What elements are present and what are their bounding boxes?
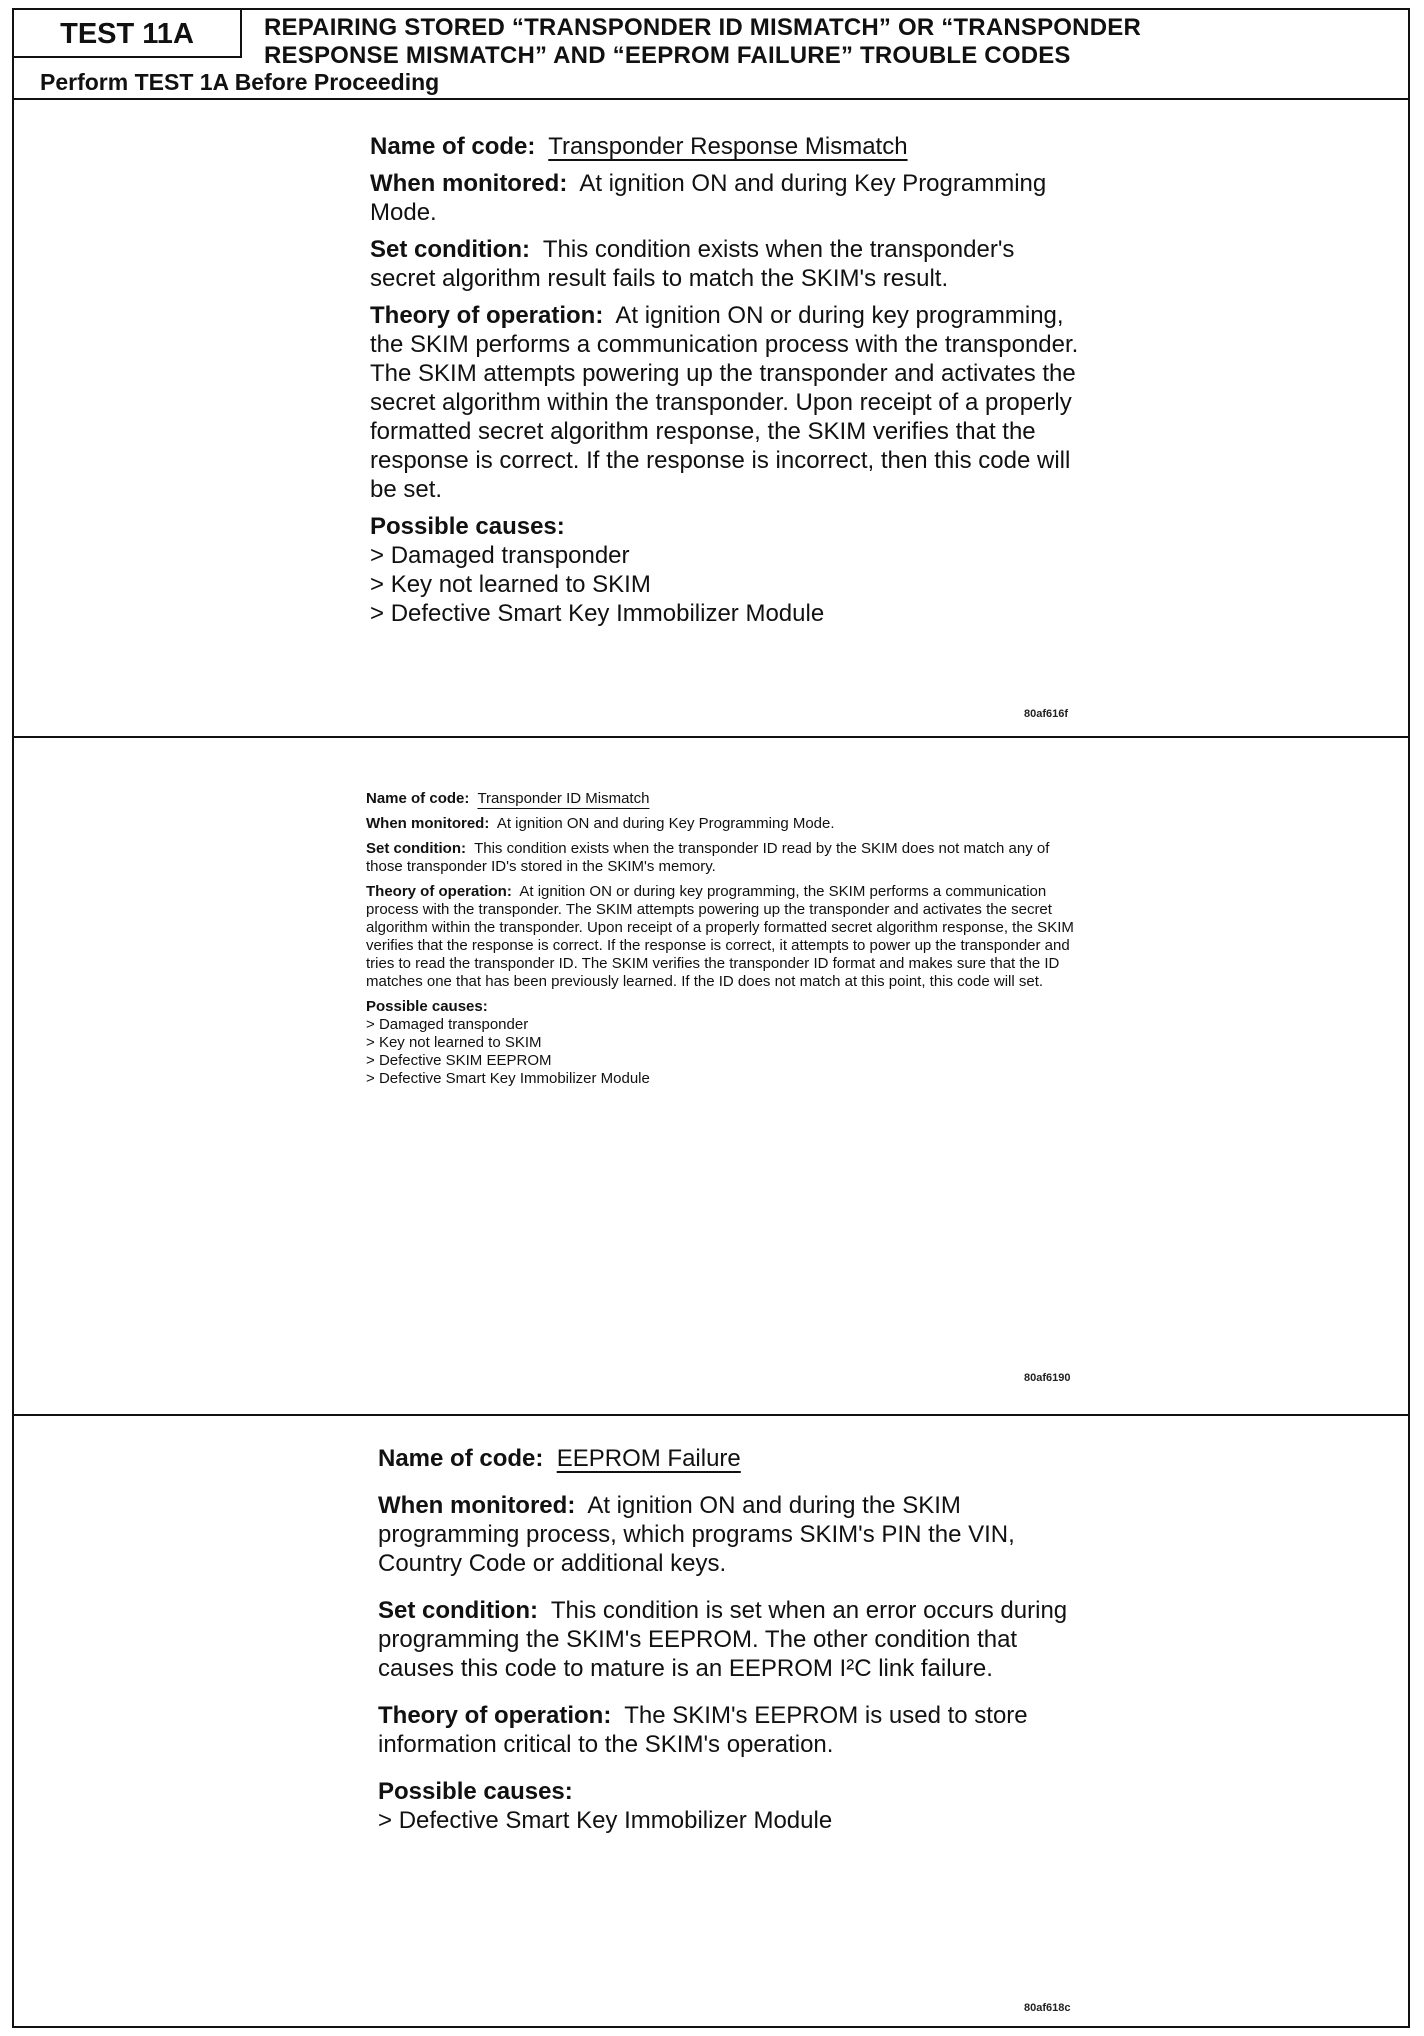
set-row bbox=[370, 235, 1080, 293]
figure-id: 80af6190 bbox=[1024, 1372, 1071, 1384]
code-name: Transponder ID Mismatch bbox=[477, 790, 650, 807]
divider bbox=[14, 98, 1408, 100]
code-panel-response-mismatch bbox=[370, 132, 1080, 628]
code-name: EEPROM Failure bbox=[556, 1445, 741, 1472]
cause-item: > Damaged transponder bbox=[366, 1016, 1086, 1034]
cause-item: > Defective Smart Key Immobilizer Module bbox=[378, 1806, 1068, 1835]
causes-list bbox=[366, 1016, 1086, 1088]
causes-label: Possible causes: bbox=[366, 998, 488, 1015]
cause-item: > Damaged transponder bbox=[370, 541, 1080, 570]
set-text: This condition exists when the transponder's secret algorithm result fails to match the SKIM's result. bbox=[370, 236, 1015, 292]
code-panel-eeprom-failure bbox=[378, 1444, 1068, 1835]
cause-item: > Key not learned to SKIM bbox=[370, 570, 1080, 599]
theory-row bbox=[378, 1701, 1068, 1759]
theory-label: Theory of operation: bbox=[378, 1702, 612, 1729]
code-name: Transponder Response Mismatch bbox=[548, 133, 908, 160]
theory-label: Theory of operation: bbox=[366, 883, 512, 900]
set-text: This condition exists when the transponder ID read by the SKIM does not match any of those transponder ID's stored in the SKIM's memory. bbox=[366, 840, 1050, 875]
set-row bbox=[366, 840, 1086, 876]
document-title bbox=[264, 14, 1384, 70]
title-line-2: RESPONSE MISMATCH” AND “EEPROM FAILURE” TROUBLE CODES bbox=[264, 42, 1071, 69]
perform-instruction: Perform TEST 1A Before Proceeding bbox=[40, 69, 440, 95]
name-label: Name of code: bbox=[378, 1445, 544, 1472]
monitored-row bbox=[370, 169, 1080, 227]
code-name-row bbox=[370, 132, 1080, 161]
causes-list bbox=[370, 541, 1080, 628]
monitored-label: When monitored: bbox=[366, 815, 490, 832]
cause-item: > Defective SKIM EEPROM bbox=[366, 1052, 1086, 1070]
document-frame bbox=[12, 8, 1410, 2028]
causes-list bbox=[378, 1806, 1068, 1835]
causes-label: Possible causes: bbox=[370, 513, 565, 540]
theory-text: At ignition ON or during key programming, the SKIM performs a communication process with the transponder. The SKIM attempts powering up the transponder and activates the secret algorithm within the transponder. Upon receipt of a properly formatted secret algorithm response, the SKIM verifies that the response is correct. If the response is correct, it attempts to power up the transponder and tries to read the transponder ID. The SKIM verifies the transponder ID format and makes sure that the ID matches one that has been previously learned. If the ID does not match at this point, this code will set. bbox=[366, 883, 1074, 990]
set-label: Set condition: bbox=[370, 236, 530, 263]
code-name-row bbox=[378, 1444, 1068, 1473]
figure-id: 80af618c bbox=[1024, 2002, 1071, 2014]
monitored-label: When monitored: bbox=[378, 1492, 576, 1519]
monitored-text: At ignition ON and during the SKIM programming process, which programs SKIM's PIN the VIN, Country Code or additional keys. bbox=[378, 1492, 1015, 1577]
monitored-text: At ignition ON and during Key Programming Mode. bbox=[496, 815, 835, 832]
theory-label: Theory of operation: bbox=[370, 302, 604, 329]
causes-label: Possible causes: bbox=[378, 1778, 573, 1805]
monitored-row bbox=[378, 1491, 1068, 1578]
monitored-row bbox=[366, 815, 1086, 833]
test-id-box: TEST 11A bbox=[14, 10, 242, 58]
cause-item: > Key not learned to SKIM bbox=[366, 1034, 1086, 1052]
theory-row bbox=[370, 301, 1080, 504]
monitored-label: When monitored: bbox=[370, 170, 568, 197]
divider bbox=[14, 1414, 1408, 1416]
name-label: Name of code: bbox=[366, 790, 470, 807]
title-line-1: REPAIRING STORED “TRANSPONDER ID MISMATCH” OR “TRANSPONDER bbox=[264, 14, 1141, 41]
figure-id: 80af616f bbox=[1024, 708, 1069, 720]
set-text: This condition is set when an error occurs during programming the SKIM's EEPROM. The other condition that causes this code to mature is an EEPROM I²C link failure. bbox=[378, 1597, 1068, 1682]
theory-row bbox=[366, 883, 1086, 991]
name-label: Name of code: bbox=[370, 133, 536, 160]
set-label: Set condition: bbox=[378, 1597, 538, 1624]
theory-text: At ignition ON or during key programming, the SKIM performs a communication process with the transponder. The SKIM attempts powering up the transponder and activates the secret algorithm within the transponder. Upon receipt of a properly formatted secret algorithm response, the SKIM verifies that the response is correct. If the response is incorrect, then this code will be set. bbox=[370, 302, 1079, 503]
code-name-row bbox=[366, 790, 1086, 808]
set-row bbox=[378, 1596, 1068, 1683]
divider bbox=[14, 736, 1408, 738]
cause-item: > Defective Smart Key Immobilizer Module bbox=[370, 599, 1080, 628]
monitored-text: At ignition ON and during Key Programming Mode. bbox=[370, 170, 1047, 226]
cause-item: > Defective Smart Key Immobilizer Module bbox=[366, 1070, 1086, 1088]
theory-text: The SKIM's EEPROM is used to store information critical to the SKIM's operation. bbox=[378, 1702, 1028, 1758]
code-panel-id-mismatch bbox=[366, 790, 1086, 1088]
set-label: Set condition: bbox=[366, 840, 466, 857]
